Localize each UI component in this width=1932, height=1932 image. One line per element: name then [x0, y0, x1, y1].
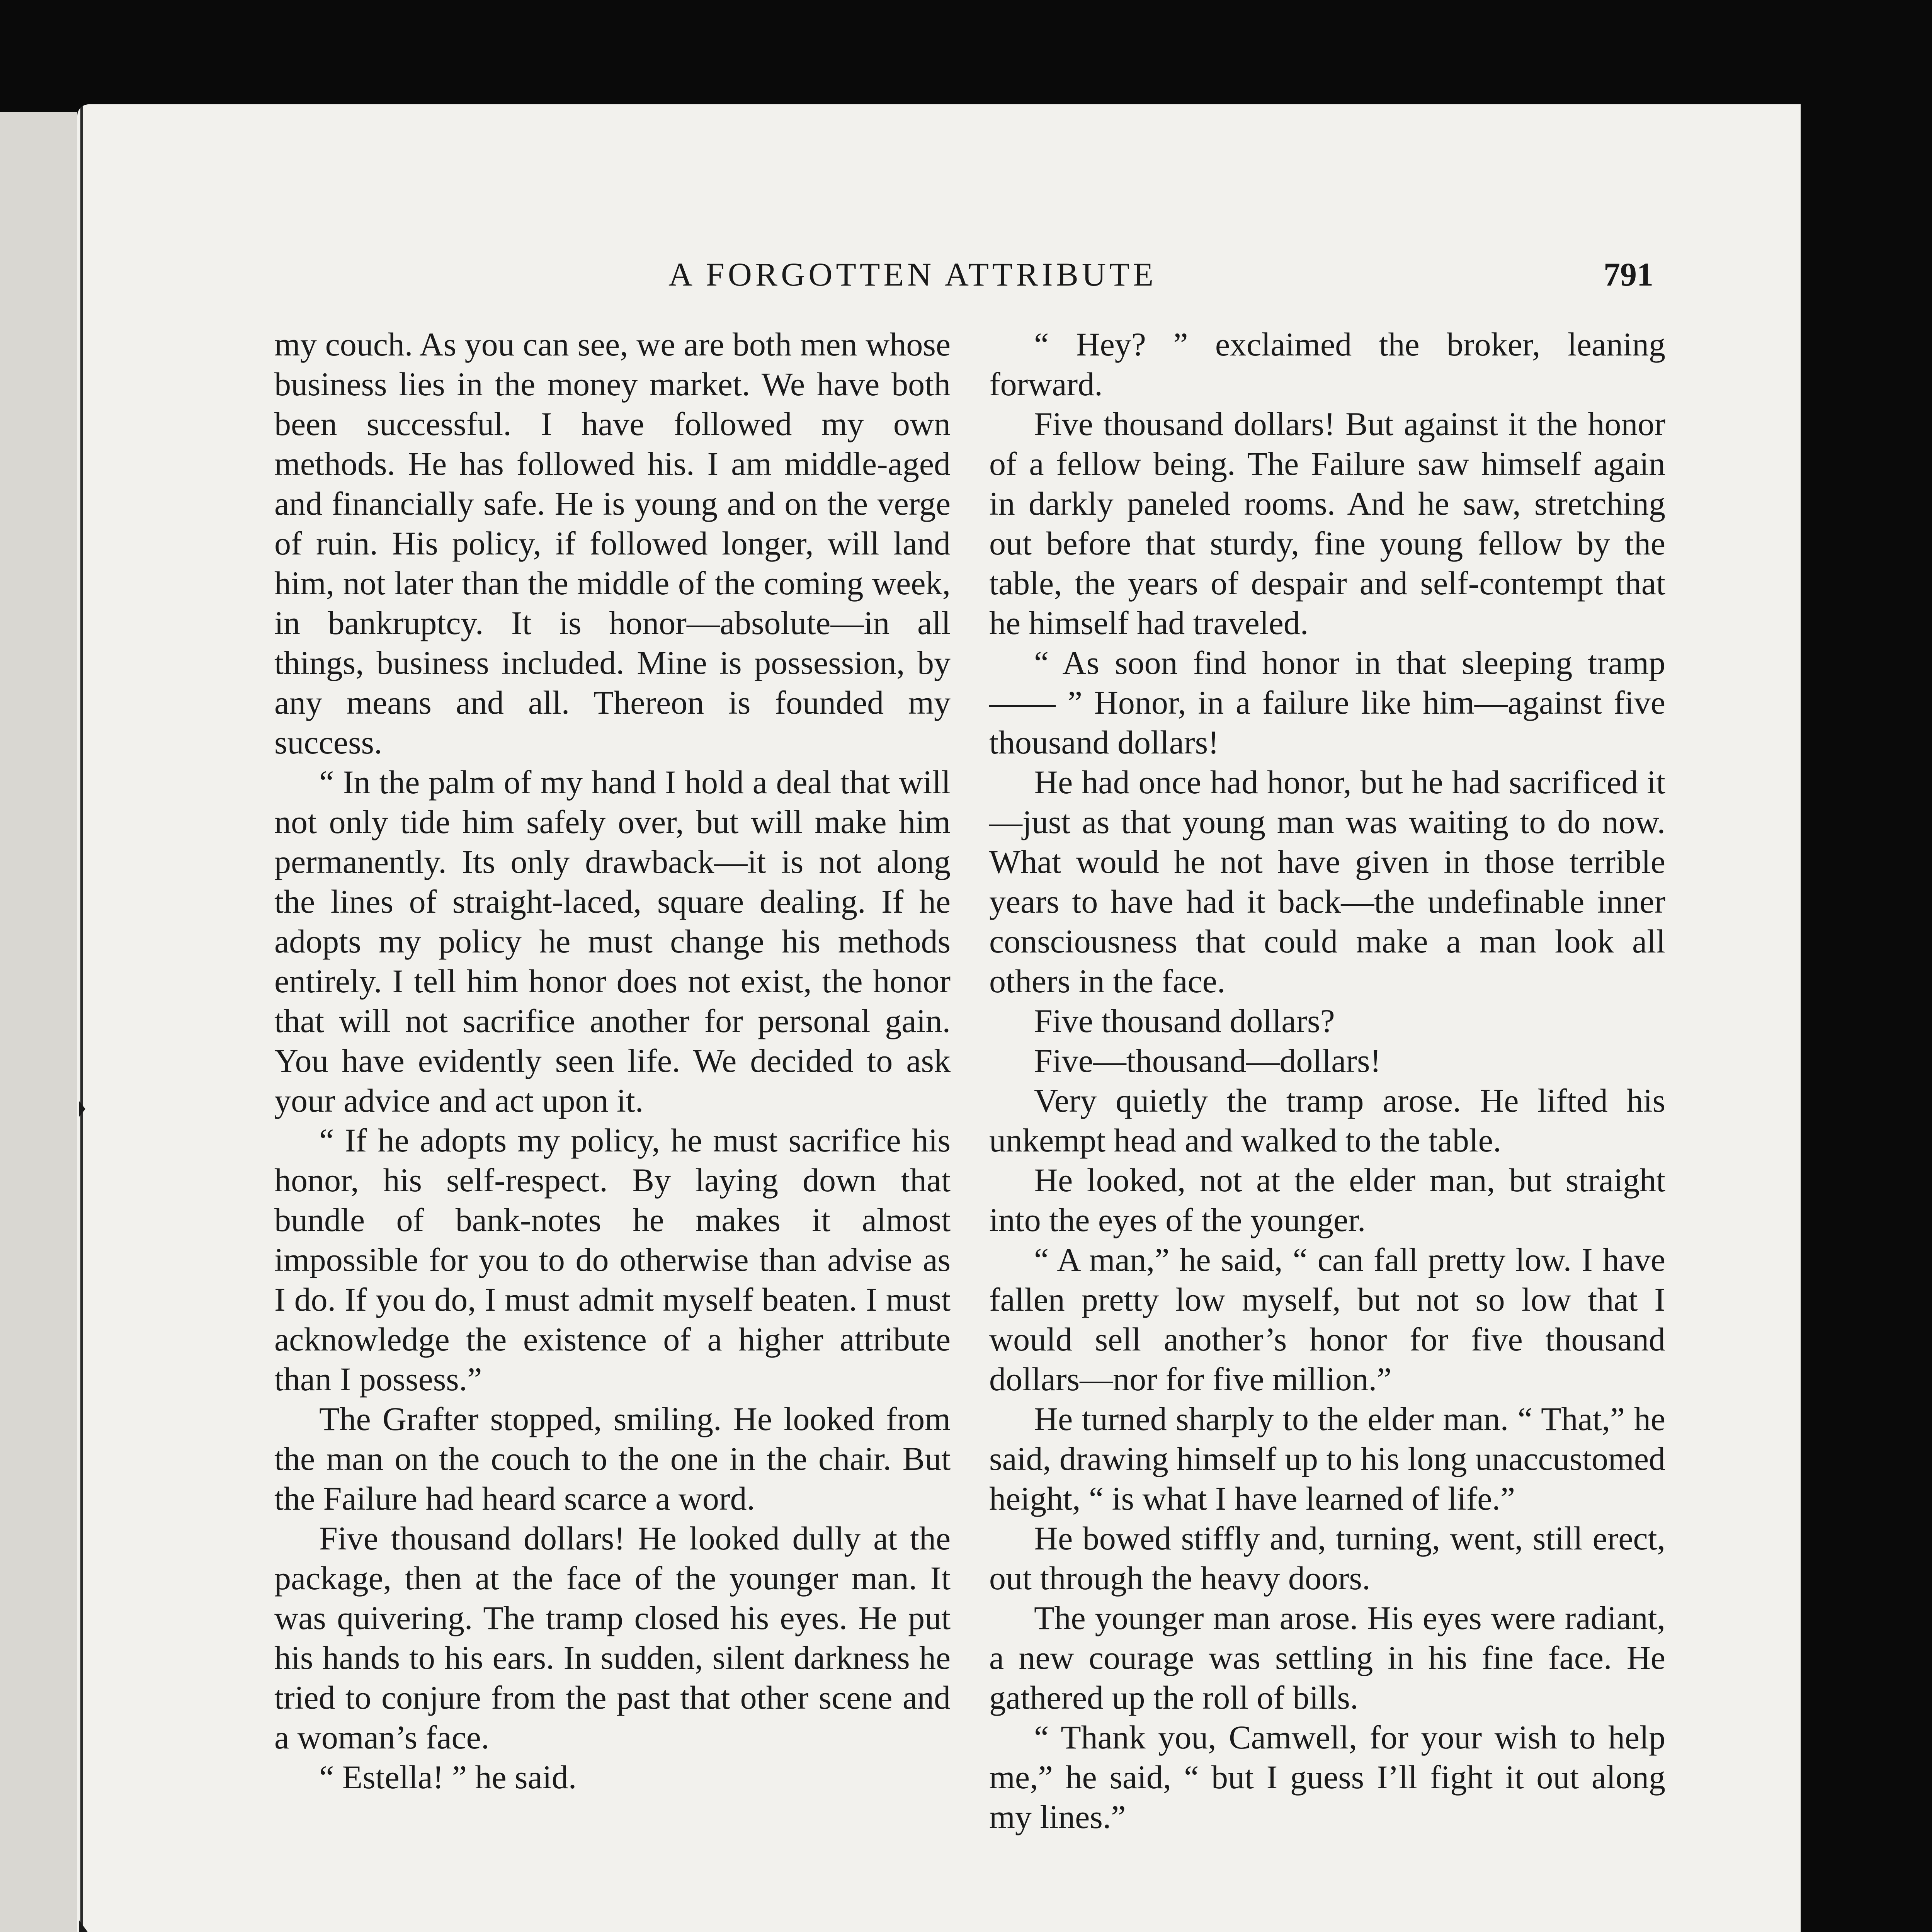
paragraph: He turned sharply to the elder man. “ That,” he said, drawing himself up to his long unaccustomed height, “ is what I have learned of life.”	[989, 1400, 1665, 1517]
paragraph: “ Thank you, Camwell, for your wish to help me,” he said, “ but I guess I’ll fight it out along my lines.”	[989, 1719, 1665, 1835]
paragraph: He bowed stiffly and, turning, went, still erect, out through the heavy doors.	[989, 1520, 1665, 1597]
paragraph: Five thousand dollars! But against it the honor of a fellow being. The Failure saw himself again in darkly paneled rooms. And he saw, stretching out before that sturdy, fine young fellow by the table, the years of despair and self-contempt that he himself had traveled.	[989, 405, 1665, 641]
paragraph: Five thousand dollars?	[1034, 1002, 1335, 1039]
paragraph: “ Hey? ” exclaimed the broker, leaning forward.	[989, 326, 1665, 403]
paragraph: The Grafter stopped, smiling. He looked from the man on the couch to the one in the chair. But the Failure had heard scarce a word.	[274, 1400, 951, 1517]
paragraph: “ A man,” he said, “ can fall pretty low. I have fallen pretty low myself, but not so low that I would sell another’s honor for five thousand dollars—nor for five million.”	[989, 1241, 1665, 1398]
paragraph: The younger man arose. His eyes were radiant, a new courage was settling in his fine face. He gathered up the roll of bills.	[989, 1599, 1665, 1716]
paragraph: my couch. As you can see, we are both men whose business lies in the money market. We have both been successful. I have followed my own methods. He has followed his. I am middle-aged and financially safe. He is young and on the verge of ruin. His policy, if followed longer, will land him, not later than the middle of the coming week, in bankruptcy. It is honor—absolute—in all things, business included. Mine is possession, by any means and all. Thereon is founded my success.	[274, 326, 951, 761]
paragraph: “ As soon find honor in that sleeping tramp—— ” Honor, in a failure like him—against five thousand dollars!	[989, 644, 1665, 761]
paragraph: Very quietly the tramp arose. He lifted his unkempt head and walked to the table.	[989, 1082, 1665, 1159]
running-header	[77, 255, 1801, 301]
running-title: A FORGOTTEN ATTRIBUTE	[668, 256, 1157, 293]
paragraph: “ In the palm of my hand I hold a deal that will not only tide him safely over, but will make him permanently. Its only drawback—it is not along the lines of straight-laced, square dealing. If he adopts my policy he must change his methods entirely. I tell him honor does not exist, the honor that will not sacrifice another for personal gain. You have evidently seen life. We decided to ask your advice and act upon it.	[274, 764, 951, 1119]
paragraph: “ Estella! ” he said.	[319, 1759, 577, 1796]
page-number: 791	[1604, 256, 1653, 293]
adjacent-page-edge	[0, 112, 81, 1932]
text-column-right	[989, 325, 1665, 1837]
paragraph: He looked, not at the elder man, but straight into the eyes of the younger.	[989, 1162, 1665, 1238]
paragraph: Five—thousand—dollars!	[1034, 1042, 1381, 1079]
paragraph: “ If he adopts my policy, he must sacrifice his honor, his self-respect. By laying down that bundle of bank-notes he makes it almost impossible for you to do otherwise than advise as I do. If you do, I must admit myself beaten. I must acknowledge the existence of a higher attribute than I possess.”	[274, 1122, 951, 1398]
magazine-page	[77, 104, 1801, 1932]
binding-stitch-marks	[77, 104, 100, 1932]
paragraph: Five thousand dollars! He looked dully at the package, then at the face of the younger man. It was quivering. The tramp closed his eyes. He put his hands to his ears. In sudden, silent darkness he tried to conjure from the past that other scene and a woman’s face.	[274, 1520, 951, 1756]
paragraph: He had once had honor, but he had sacrificed it—just as that young man was waiting to do now. What would he not have given in those terrible years to have had it back—the undefinable inner consciousness that could make a man look all others in the face.	[989, 764, 1665, 1000]
text-column-left	[274, 325, 951, 1797]
